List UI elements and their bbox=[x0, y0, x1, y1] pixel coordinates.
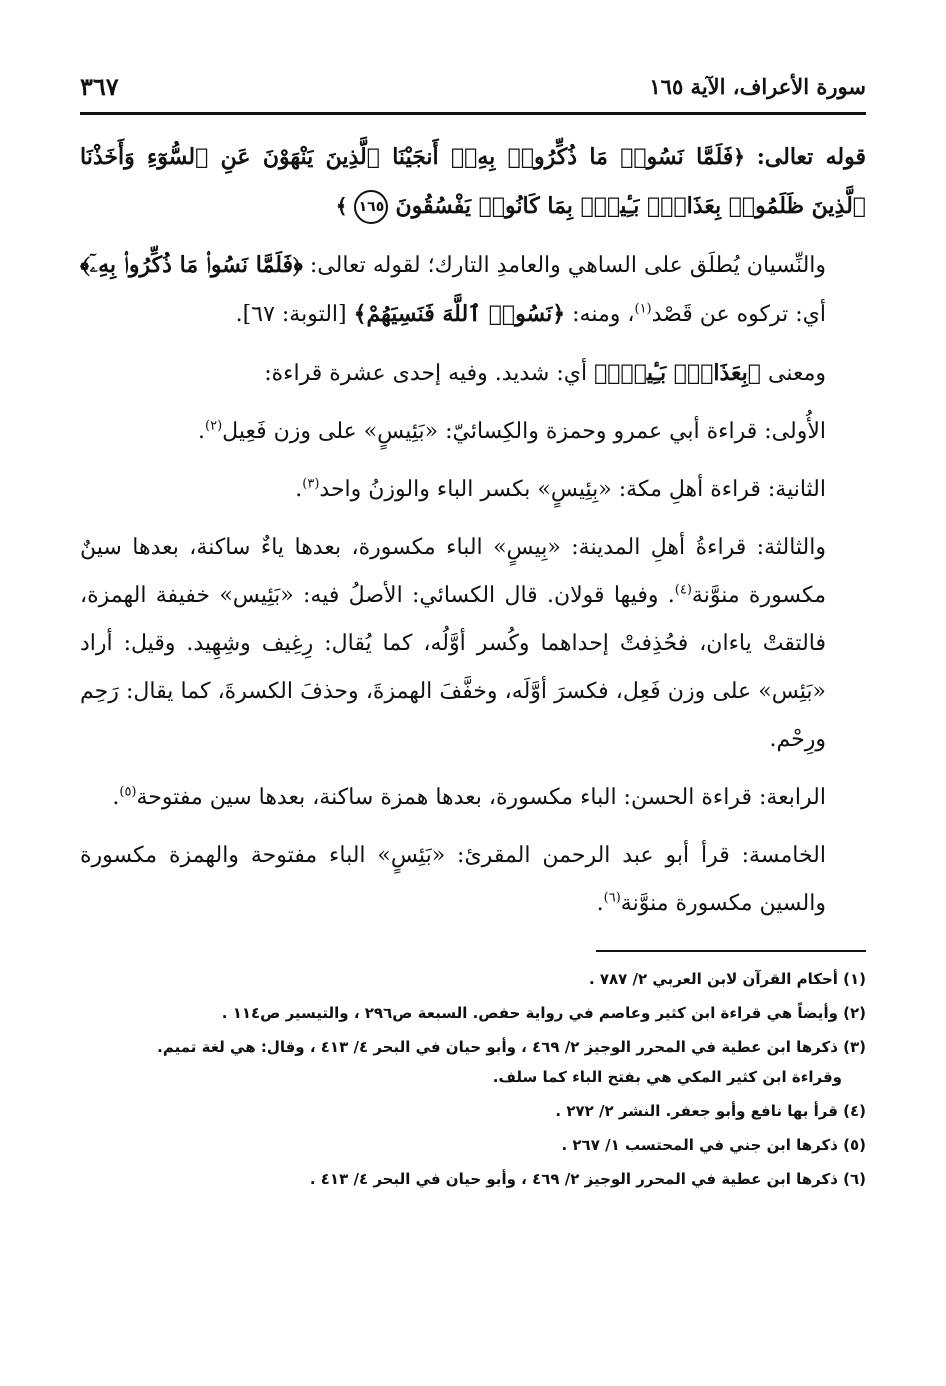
footnote-item: (٣) ذكرها ابن عطية في المحرر الوجيز ٢/ ٤٦٩ ، وأبو حيان في البحر ٤/ ٤١٣ ، وقال: هي لغة تميم. bbox=[157, 1038, 866, 1056]
surah-title: سورة الأعراف، الآية ١٦٥ bbox=[649, 74, 866, 99]
para1-quote2: ﴿نَسُوا۟ ٱللَّهَ فَنَسِيَهُمْ﴾ bbox=[353, 301, 566, 327]
verse-open-bracket: ﴿ bbox=[733, 145, 746, 169]
reading-fifth-end: . bbox=[596, 891, 604, 916]
reading-second-end: . bbox=[295, 477, 303, 502]
verse-close-bracket: ﴾ bbox=[335, 194, 348, 218]
reading-third bbox=[80, 524, 866, 764]
ayah-number-mark: ١٦٥ bbox=[354, 190, 388, 224]
reading-fourth bbox=[80, 774, 866, 822]
reading-fourth-end: . bbox=[112, 785, 120, 810]
reading-second bbox=[80, 466, 866, 514]
footnote-item: (١) أحكام القرآن لابن العربي ٢/ ٧٨٧ . bbox=[588, 970, 866, 988]
reading-first-end: . bbox=[198, 419, 206, 444]
footnote-item: (٢) وأيضاً هي قراءة ابن كثير وعاصم في رواية حفص. السبعة ص٢٩٦ ، والتيسير ص١١٤ . bbox=[221, 1004, 866, 1022]
reading-third-text-a: والثالثة: قراءةُ أهلِ المدينة: «بِيسٍ» الباء مكسورة، بعدها ياءٌ ساكنة، بعدها سينٌ مكسورة منوَّنة bbox=[80, 535, 826, 608]
para1-text-a: والنِّسيان يُطلَق على الساهي والعامدِ التارك؛ لقوله تعالى: bbox=[309, 253, 827, 278]
para2-text-a: ومعنى bbox=[768, 361, 826, 386]
main-text bbox=[80, 133, 866, 928]
reading-fifth bbox=[80, 832, 866, 928]
para2-quote: ﴿بِعَذَابٍۭ بَـِٔيسٍۭ﴾ bbox=[594, 360, 761, 386]
footnote-divider bbox=[596, 950, 866, 952]
book-page bbox=[80, 68, 866, 1198]
footnote-item: (٥) ذكرها ابن جني في المحتسب ١/ ٢٦٧ . bbox=[561, 1136, 866, 1154]
reading-second-text: الثانية: قراءة أهلِ مكة: «بِئِيسٍ» بكسر الباء والوزنُ واحد bbox=[319, 477, 826, 502]
para1-quote1: ﴿فَلَمَّا نَسُوا۟ مَا ذُكِّرُوا۟ بِهِۦٓ﴾ bbox=[80, 252, 303, 278]
para2-text-b: أي: شديد. وفيه إحدى عشرة قراءة: bbox=[264, 361, 588, 386]
reading-first-text: الأُولى: قراءة أبي عمرو وحمزة والكِسائيّ: «بَئِيسٍ» على وزن فَعِيل bbox=[222, 419, 826, 444]
footnote-item: (٦) ذكرها ابن عطية في المحرر الوجيز ٢/ ٤٦٩ ، وأبو حيان في البحر ٤/ ٤١٣ . bbox=[309, 1170, 866, 1188]
para1-text-b: أي: تركوه عن قَصْد bbox=[651, 302, 826, 327]
footnote-ref-2: (٢) bbox=[205, 418, 223, 434]
reading-fourth-text: الرابعة: قراءة الحسن: الباء مكسورة، بعدها همزة ساكنة، بعدها سين مفتوحة bbox=[136, 785, 826, 810]
verse-intro bbox=[80, 133, 866, 231]
footnote-item: (٤) قرأ بها نافع وأبو جعفر. النشر ٢/ ٢٧٢ . bbox=[555, 1102, 866, 1120]
footnote-ref-3: (٣) bbox=[302, 476, 320, 492]
quran-verse: فَلَمَّا نَسُوا۟ مَا ذُكِّرُوا۟ بِهِۦٓ أَنجَيْنَا ٱلَّذِينَ يَنْهَوْنَ عَنِ ٱلسُّوٓءِ وَأَخَذْنَا ٱلَّذِينَ ظَلَمُوا۟ بِعَذَابٍۭ بَـِٔيسٍۭ بِمَا كَانُوا۟ يَفْسُقُونَ bbox=[80, 144, 866, 219]
para1-text-c: ، ومنه: bbox=[572, 302, 635, 327]
reading-third-text-b: . وفيها قولان. قال الكسائي: الأصلُ فيه: «بَئِيس» خفيفة الهمزة، فالتقتْ ياءان، فحُذِفتْ إحداهما وكُسر أوَّلُه، كما يُقال: رِغِيف وشِهِيد. وقيل: أراد «بَئِس» على وزن فَعِل، فكسرَ أوَّلَه، وخفَّفَ الهمزةَ، وحذفَ الكسرةَ، كما يقال: رَحِم ورِحْم. bbox=[80, 583, 826, 752]
footnote-ref-6: (٦) bbox=[603, 890, 621, 906]
footnotes-section bbox=[80, 964, 866, 1194]
footnote-ref-1: (١) bbox=[634, 301, 652, 317]
intro-label: قوله تعالى: bbox=[756, 144, 866, 170]
para1-text-d: [التوبة: ٦٧]. bbox=[235, 302, 347, 327]
paragraph-forgetting bbox=[80, 241, 866, 339]
page-number: ٣٦٧ bbox=[80, 72, 119, 101]
paragraph-meaning bbox=[80, 349, 866, 398]
running-header bbox=[80, 68, 866, 115]
reading-first bbox=[80, 408, 866, 456]
footnote-continuation: وقراءة ابن كثير المكي هي بفتح الباء كما سلف. bbox=[492, 1068, 842, 1086]
reading-fifth-text: الخامسة: قرأ أبو عبد الرحمن المقرئ: «بَئِسٍ» الباء مفتوحة والهمزة مكسورة والسين مكسورة منوَّنة bbox=[80, 843, 826, 916]
footnote-ref-5: (٥) bbox=[119, 784, 137, 800]
footnote-ref-4: (٤) bbox=[674, 582, 692, 598]
